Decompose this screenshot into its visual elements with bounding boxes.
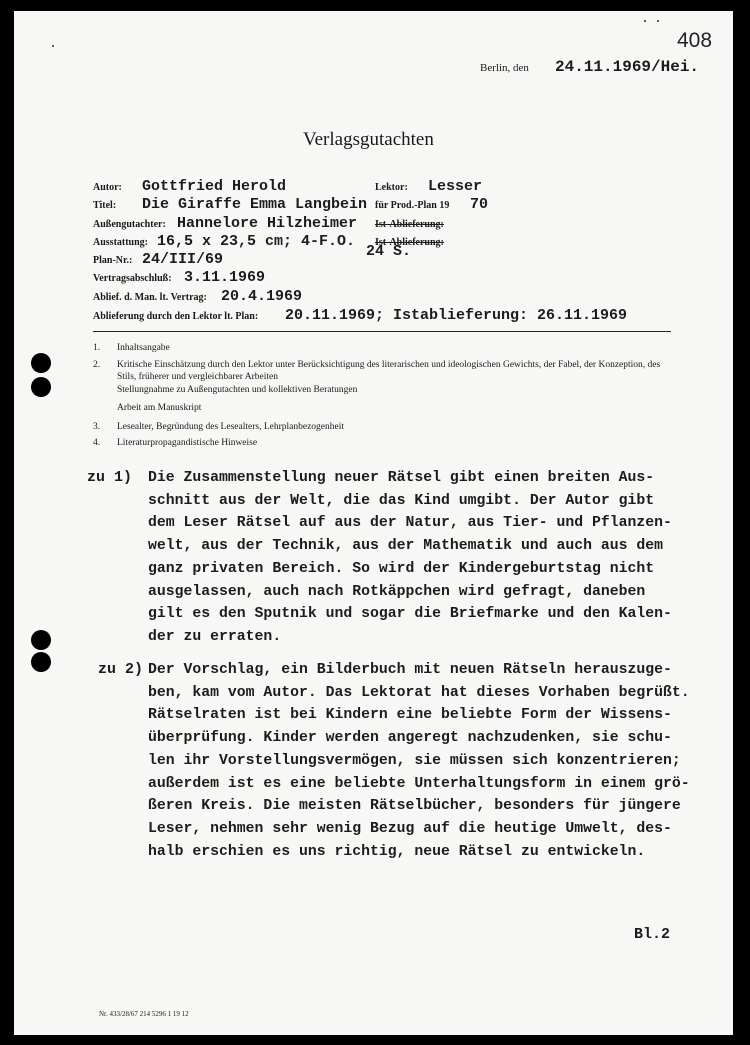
- list-item: 3. Lesealter, Begründung des Lesealters, Lehrplanbezogenheit: [93, 421, 344, 432]
- vertragsabschluss-value: 3.11.1969: [184, 269, 266, 286]
- plan-nr-label: Plan-Nr.:: [93, 255, 133, 266]
- ablieferung-lektor-label: Ablieferung durch den Lektor lt. Plan:: [93, 311, 259, 322]
- autor-label: Autor:: [93, 182, 122, 193]
- speck: [644, 20, 646, 22]
- text-line: schnitt aus der Welt, die das Kind umgibt. Der Autor gibt: [148, 492, 655, 509]
- lektor-label: Lektor:: [375, 182, 408, 193]
- lektor-value: Lesser: [428, 178, 483, 195]
- section-1-body: [148, 467, 672, 649]
- punch-hole: [31, 630, 51, 650]
- text-line: ganz privaten Bereich. So wird der Kindergeburtstag nicht: [148, 560, 655, 577]
- seiten-value: 24 S.: [366, 243, 412, 260]
- list-item: 2. Kritische Einschätzung durch den Lektor unter Berücksichtigung des literarischen und ideologischen Gewichts, der Fabel, der Konzeption, des Stils, früherer und vergleichbarer Arbeiten: [93, 359, 661, 382]
- titel-value: Die Giraffe Emma Langbein: [142, 196, 368, 213]
- text-line: welt, aus der Technik, aus der Mathematik und auch aus dem: [148, 538, 664, 555]
- section-2-body: [148, 659, 690, 863]
- prod-plan-label: für Prod.-Plan 19: [375, 200, 450, 211]
- list-item: 4. Literaturpropagandistische Hinweise: [93, 438, 258, 448]
- plan-nr-value: 24/III/69: [142, 251, 224, 268]
- list-item: 1. Inhaltsangabe: [93, 343, 170, 353]
- punch-hole: [31, 353, 51, 373]
- ablief-label: Ablief. d. Man. lt. Vertrag:: [93, 292, 207, 303]
- ausstattung-value: 16,5 x 23,5 cm; 4-F.O.: [157, 233, 356, 250]
- ablief-value: 20.4.1969: [221, 288, 303, 305]
- autor-value: Gottfried Herold: [142, 178, 287, 195]
- text-line: gilt es den Sputnik und sogar die Briefmarke und den Kalen-: [148, 606, 672, 623]
- section-2-label: zu 2): [98, 661, 144, 678]
- ablieferung-lektor-value: 20.11.1969; Istablieferung: 26.11.1969: [285, 307, 628, 324]
- list-subitem: Stellungnahme zu Außengutachten und kollektiven Beratungen: [117, 384, 358, 395]
- text-line: außerdem ist es eine beliebte Unterhaltungsform in einem grö-: [148, 775, 690, 792]
- vertragsabschluss-label: Vertragsabschluß:: [93, 273, 172, 284]
- text-line: Rätselraten ist bei Kindern eine beliebte Form der Wissens-: [148, 707, 672, 724]
- ausstattung-label: Ausstattung:: [93, 237, 149, 248]
- list-subitem: Arbeit am Manuskript: [117, 403, 202, 413]
- speck: [52, 45, 54, 47]
- text-line: dem Leser Rätsel auf aus der Natur, aus Tier- und Pflanzen-: [148, 515, 672, 532]
- text-line: len ihr Vorstellungsvermögen, sie müssen sich konzentrieren;: [148, 752, 681, 769]
- text-line: ben, kam vom Autor. Das Lektorat hat dieses Vorhaben begrüßt.: [148, 684, 690, 701]
- aussengutachter-label: Außengutachter:: [93, 219, 166, 230]
- text-line: Der Vorschlag, ein Bilderbuch mit neuen Rätseln herauszuge-: [148, 662, 672, 678]
- text-line: überprüfung. Kinder werden angeregt nachzudenken, sie schu-: [148, 730, 672, 747]
- date-value: 24.11.1969/Hei.: [555, 58, 700, 76]
- ist-ablieferung-label: Ist-Ablieferung:: [375, 219, 444, 230]
- aussengutachter-value: Hannelore Hilzheimer: [177, 215, 358, 232]
- form-number: Nr. 433/28/67 214 5296 1 19 12: [99, 1010, 189, 1018]
- punch-hole: [31, 652, 51, 672]
- text-line: halb erschien es uns richtig, neue Rätsel zu entwickeln.: [148, 843, 646, 860]
- section-1-label: zu 1): [87, 469, 133, 486]
- text-line: ausgelassen, auch nach Rotkäppchen wird gefragt, daneben: [148, 583, 646, 600]
- prod-plan-value: 70: [470, 196, 489, 213]
- continuation-marker: Bl.2: [634, 926, 671, 943]
- text-line: der zu erraten.: [148, 628, 282, 645]
- ist-ablieferung2-label: Ist-Ablieferung:: [375, 237, 444, 248]
- punch-hole: [31, 377, 51, 397]
- date-label: Berlin, den: [480, 62, 529, 74]
- text-line: ßeren Kreis. Die meisten Rätselbücher, besonders für jüngere: [148, 798, 681, 815]
- text-line: Die Zusammenstellung neuer Rätsel gibt einen breiten Aus-: [148, 470, 655, 486]
- page-title: Verlagsgutachten: [303, 129, 434, 150]
- speck: [657, 20, 659, 22]
- checklist: [93, 342, 673, 454]
- titel-label: Titel:: [93, 200, 117, 211]
- header-rule: [93, 331, 671, 332]
- text-line: Leser, nehmen sehr wenig Bezug auf die heutige Umwelt, des-: [148, 820, 672, 837]
- document-page: [14, 11, 733, 1035]
- page-number: 408: [677, 29, 713, 52]
